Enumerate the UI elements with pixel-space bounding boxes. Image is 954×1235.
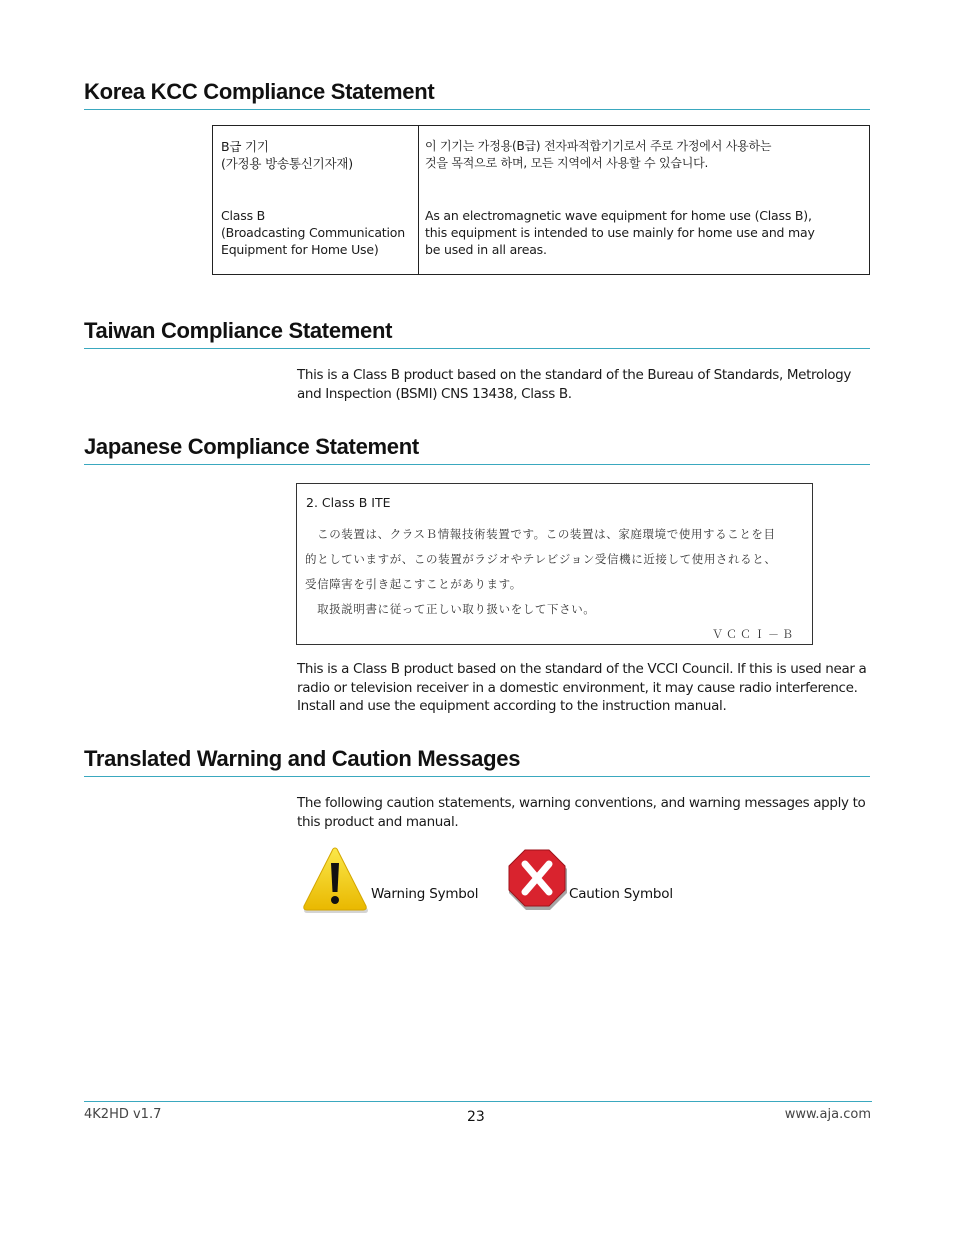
korea-table-left-cell bbox=[213, 126, 419, 274]
japan-text-line-2: 的としていますが、この装置がラジオやテレビジョン受信機に近接して使用されると、 bbox=[305, 552, 777, 566]
korea-compliance-table bbox=[212, 125, 870, 275]
japan-line-2: radio or television receiver in a domestic environment, it may cause radio interference. bbox=[297, 679, 858, 696]
korea-right-ko-1: 이 기기는 가정용(B급) 전자파적합기기로서 주로 가정에서 사용하는 bbox=[425, 139, 772, 153]
translated-statement bbox=[297, 794, 870, 831]
caution-symbol-label: Caution Symbol bbox=[569, 886, 673, 902]
warning-triangle-icon bbox=[301, 845, 369, 913]
section-heading-taiwan: Taiwan Compliance Statement bbox=[84, 317, 870, 349]
taiwan-statement bbox=[297, 366, 870, 403]
section-heading-translated: Translated Warning and Caution Messages bbox=[84, 745, 870, 777]
korea-left-en-1: Class B bbox=[221, 208, 266, 223]
footer-product-version: 4K2HD v1.7 bbox=[84, 1107, 162, 1122]
japan-text-line-4: 取扱説明書に従って正しい取り扱いをして下さい。 bbox=[305, 602, 596, 616]
section-heading-japan: Japanese Compliance Statement bbox=[84, 433, 870, 465]
korea-left-en-2: (Broadcasting Communication bbox=[221, 225, 405, 240]
korea-right-ko-2: 것을 목적으로 하며, 모든 지역에서 사용할 수 있습니다. bbox=[425, 156, 709, 170]
japan-vcci-mark: ＶＣＣＩ－Ｂ bbox=[712, 628, 796, 641]
japan-line-1: This is a Class B product based on the standard of the VCCI Council. If this is used near a bbox=[297, 661, 867, 677]
japan-text-line-1: この装置は、クラスＢ情報技術装置です。この装置は、家庭環境で使用することを目 bbox=[305, 527, 776, 541]
japan-statement bbox=[297, 660, 870, 716]
korea-left-ko-2: (가정용 방송통신기자재) bbox=[221, 156, 353, 171]
korea-table-right-cell bbox=[419, 126, 869, 274]
japan-box-title: 2. Class B ITE bbox=[306, 495, 391, 510]
translated-line-1: The following caution statements, warning conventions, and warning messages apply to bbox=[297, 795, 866, 811]
page-number: 23 bbox=[467, 1109, 485, 1125]
taiwan-line-2: and Inspection (BSMI) CNS 13438, Class B. bbox=[297, 385, 572, 402]
korea-right-en-1: As an electromagnetic wave equipment for home use (Class B), bbox=[425, 208, 812, 223]
footer-website: www.aja.com bbox=[784, 1107, 871, 1122]
warning-symbol-label: Warning Symbol bbox=[371, 886, 479, 902]
korea-left-en-3: Equipment for Home Use) bbox=[221, 242, 379, 257]
section-heading-korea: Korea KCC Compliance Statement bbox=[84, 78, 870, 110]
footer-divider bbox=[84, 1101, 872, 1102]
caution-octagon-x-icon bbox=[506, 849, 568, 911]
korea-right-en-3: be used in all areas. bbox=[425, 242, 547, 257]
korea-right-en-2: this equipment is intended to use mainly for home use and may bbox=[425, 225, 815, 240]
taiwan-line-1: This is a Class B product based on the standard of the Bureau of Standards, Metrology bbox=[297, 367, 852, 383]
japan-text-line-3: 受信障害を引き起こすことがあります。 bbox=[305, 577, 522, 591]
korea-left-ko-1: B급 기기 bbox=[221, 139, 269, 154]
japan-vcci-box bbox=[296, 483, 813, 645]
japan-line-3: Install and use the equipment according to the instruction manual. bbox=[297, 698, 727, 714]
translated-line-2: this product and manual. bbox=[297, 813, 459, 830]
